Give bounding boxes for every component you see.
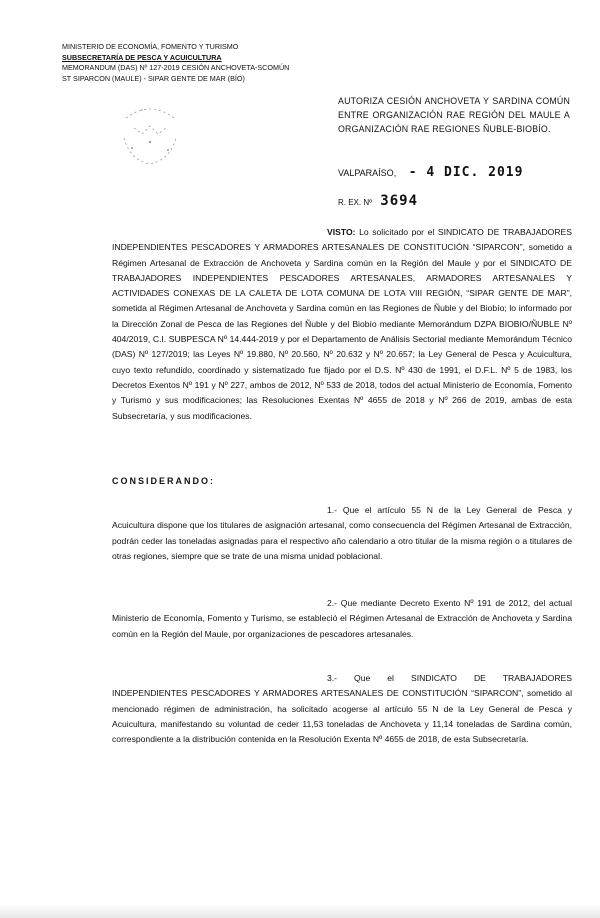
organization-reference: ST SIPARCON (MAULE) - SIPAR GENTE DE MAR (BÍO) <box>62 73 245 83</box>
official-seal-icon <box>120 98 180 168</box>
resolution-title: AUTORIZA CESIÓN ANCHOVETA Y SARDINA COMÚN ENTRE ORGANIZACIÓN RAE REGIÓN DEL MAULE A ORGANIZACIÓN RAE REGIONES ÑUBLE-BIOBÍO. <box>338 96 570 134</box>
city: VALPARAÍSO, <box>338 168 397 178</box>
place-date-line <box>338 165 523 180</box>
rex-label: R. EX. Nº <box>338 198 373 207</box>
considerando-text: 3.- Que el SINDICATO DE TRABAJADORES INDEPENDIENTES PESCADORES Y ARMADORES ARTESANALES DE CONSTITUCIÓN “SIPARCON”, sometido al mencionado régimen de administración, ha solicitado acogerse al artículo 55 N de la Ley General de Pesca y Acuicultura, manifestando su voluntad de ceder 11,53 toneladas de Anchoveta y 11,14 toneladas de Sardina común, correspondiente a la distribución contenida en la Resolución Exenta Nº 4655 de 2018, de esta Subsecretaría. <box>112 673 572 745</box>
letterhead <box>62 42 290 84</box>
memo-reference: MEMORANDUM (DAS) Nº 127-2019 CESIÓN ANCHOVETA-SCOMÚN <box>62 63 290 72</box>
considerando-text: 1.- Que el artículo 55 N de la Ley General de Pesca y Acuicultura dispone que los titulares de asignación artesanal, como consecuencia del Régimen Artesanal de Extracción, podrán ceder las toneladas asignadas para el respectivo año calendario a otro titular de la misma región o a titulares de otras regiones, siempre que se trate de una misma unidad poblacional. <box>112 505 572 561</box>
subsecretaria-name: SUBSECRETARÍA DE PESCA Y ACUICULTURA <box>62 52 222 62</box>
ministry-name: MINISTERIO DE ECONOMÍA, FOMENTO Y TURISMO <box>62 42 239 51</box>
rex-number: 3694 <box>380 193 418 209</box>
considerando-item <box>112 503 572 564</box>
scan-bottom-edge <box>0 904 600 918</box>
considerando-text: 2.- Que mediante Decreto Exento Nº 191 de 2012, del actual Ministerio de Economía, Fomento y Turismo, se estableció el Régimen Artesanal de Extracción de Anchoveta y Sardina común en la Región del Maule, por organizaciones de pescadores artesanales. <box>112 598 572 639</box>
considerando-item <box>112 671 572 747</box>
resolution-number-line <box>338 193 418 209</box>
considerando-heading: CONSIDERANDO: <box>112 476 216 486</box>
visto-label: VISTO: <box>327 227 356 237</box>
considerando-item <box>112 596 572 642</box>
stamped-date: - 4 DIC. 2019 <box>408 165 524 180</box>
visto-text: Lo solicitado por el SINDICATO DE TRABAJADORES INDEPENDIENTES PESCADORES Y ARMADORES ARTESANALES DE CONSTITUCIÓN “SIPARCON”, sometido a Régimen Artesanal de Extracción de Anchoveta y Sardina común en la Región del Maule y por el SINDICATO DE TRABAJADORES INDEPENDIENTES PESCADORES ARTESANALES, ARMADORES ARTESANALES Y ACTIVIDADES CONEXAS DE LA CALETA DE LOTA COMUNA DE LOTA VIII REGIÓN, “SIPAR GENTE DE MAR”, sometida al Régimen Artesanal de Anchoveta y Sardina común en las Regiones de Ñuble y del Biobío; lo informado por la Dirección Zonal de Pesca de las Regiones del Ñuble y del Biobío mediante Memorándum DZPA BIOBIO/ÑUBLE Nº 404/2019, C.I. SUBPESCA Nº 14.444-2019 y por el Departamento de Análisis Sectorial mediante Memorándum Técnico (DAS) Nº 127/2019; las Leyes Nº 19.880, Nº 20.560, Nº 20.632 y Nº 20.657; la Ley General de Pesca y Acuicultura, cuyo texto refundido, coordinado y sistematizado fue fijado por el D.S. Nº 430 de 1991, el D.F.L. Nº 5 de 1983, los Decretos Exentos Nº 191 y Nº 227, ambos de 2012, Nº 533 de 2018, todos del actual Ministerio de Economía, Fomento y Turismo y sus modificaciones; las Resoluciones Exentas Nº 4655 de 2018 y Nº 266 de 2019, ambas de esta Subsecretaría, y sus modificaciones. <box>112 227 573 421</box>
visto-section <box>112 225 572 424</box>
